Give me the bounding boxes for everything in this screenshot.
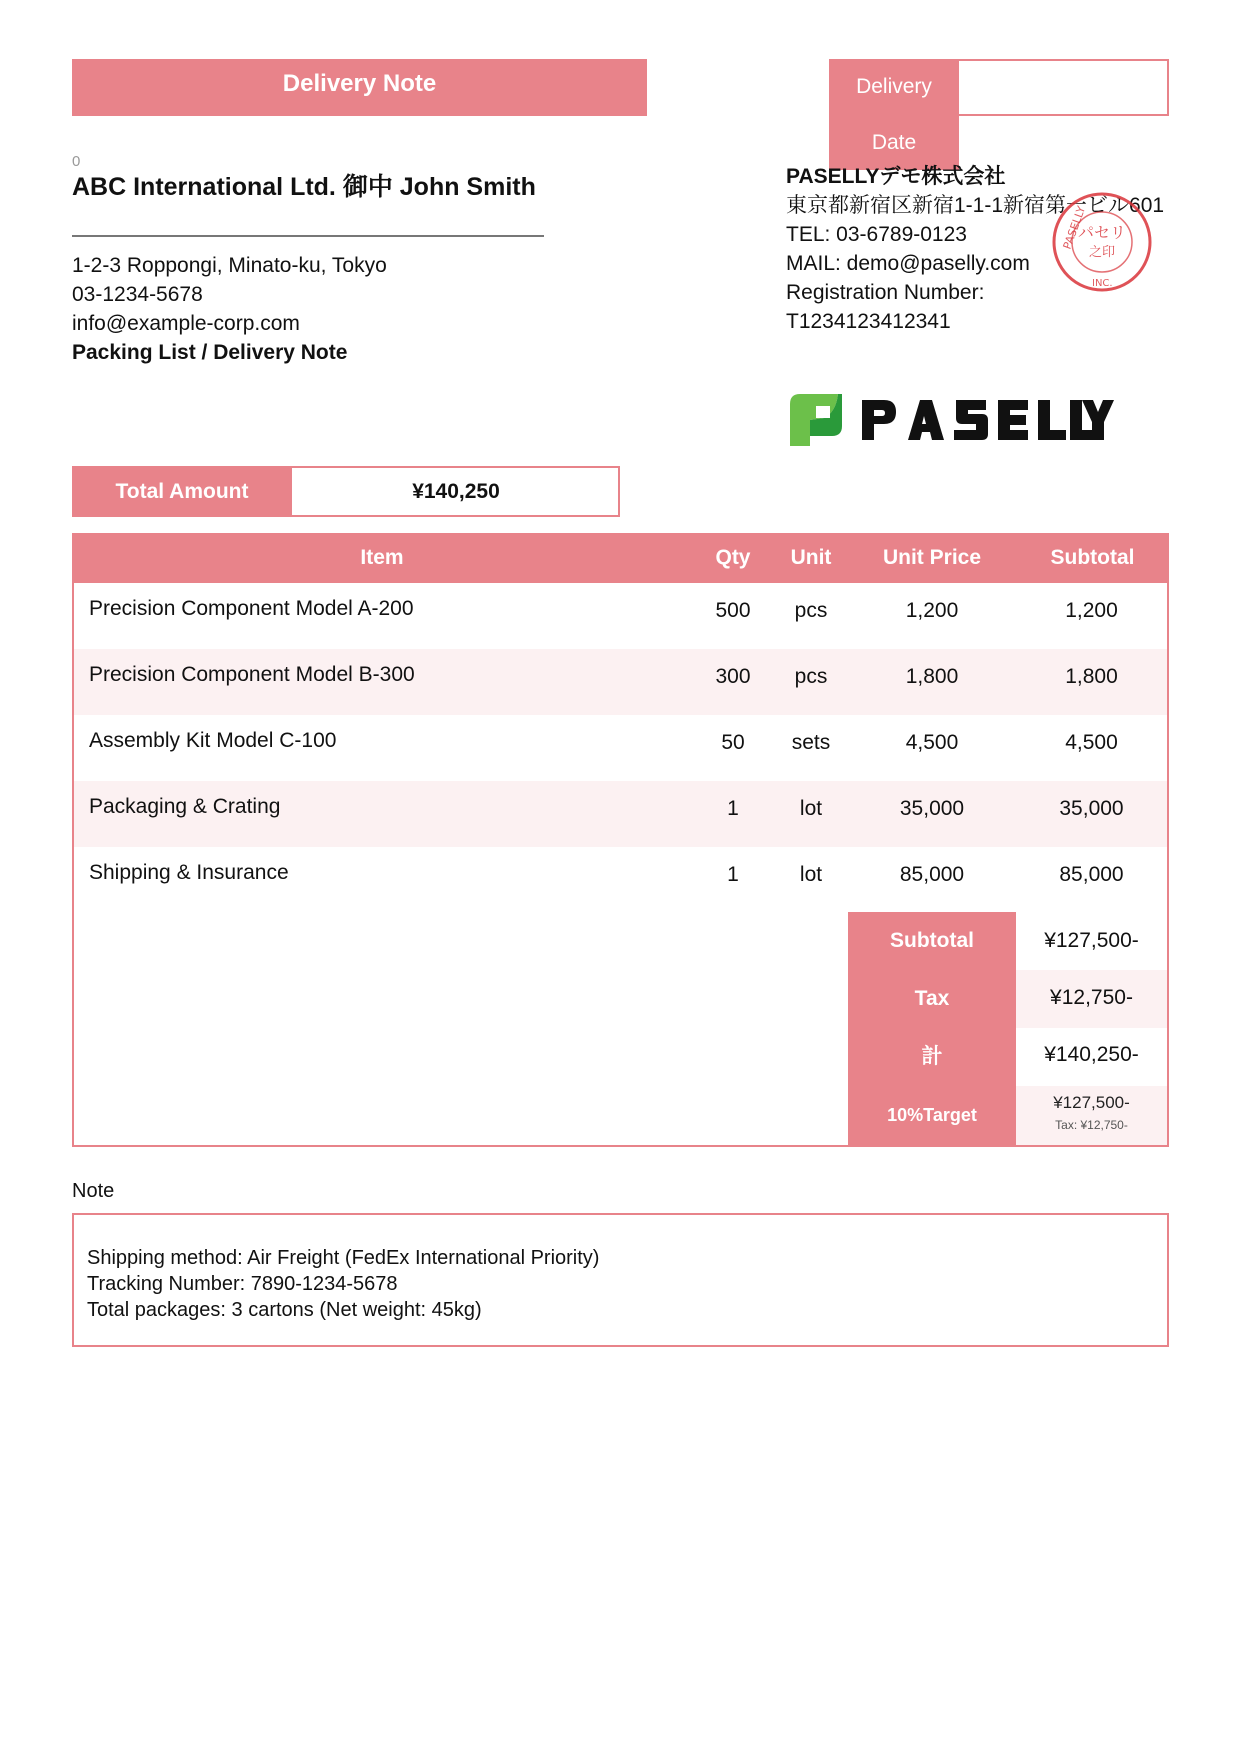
row-qty: 500	[715, 599, 751, 622]
row-unit: lot	[799, 863, 823, 886]
row-unit: pcs	[794, 665, 828, 688]
note-line: Shipping method: Air Freight (FedEx International Priority)	[87, 1247, 600, 1269]
summary-tax-value: ¥12,750-	[1016, 970, 1167, 1028]
document-title: Delivery Note	[72, 59, 647, 116]
row-unit: lot	[799, 797, 823, 820]
row-subtotal: 85,000	[1059, 863, 1124, 886]
row-qty: 300	[715, 665, 751, 688]
note-label: Note	[72, 1180, 115, 1202]
note-line: Tracking Number: 7890-1234-5678	[87, 1273, 398, 1295]
row-qty: 1	[727, 797, 739, 820]
summary-target-box	[1016, 1086, 1167, 1145]
row-subtotal: 35,000	[1059, 797, 1124, 820]
svg-text:INC.: INC.	[1092, 278, 1113, 289]
recipient-code: 0	[72, 153, 81, 170]
row-item: Shipping & Insurance	[89, 861, 289, 884]
recipient-info	[72, 251, 387, 367]
row-item: Assembly Kit Model C-100	[89, 729, 337, 752]
table-row	[74, 715, 1167, 781]
svg-text:パセリ: パセリ	[1077, 223, 1127, 242]
note-line: Total packages: 3 cartons (Net weight: 45kg)	[87, 1299, 482, 1321]
summary-total-value: ¥140,250-	[1044, 1043, 1139, 1066]
table-row	[74, 583, 1167, 649]
row-unit-price: 85,000	[899, 863, 965, 886]
delivery-date-label-line1: Delivery	[856, 75, 932, 98]
summary-total-label: 計	[921, 1045, 943, 1068]
recipient-name: ABC International Ltd. 御中 John Smith	[72, 173, 536, 201]
delivery-date-label-line2: Date	[871, 131, 917, 154]
row-item: Packaging & Crating	[89, 795, 281, 818]
row-unit: pcs	[794, 599, 828, 622]
table-row	[74, 781, 1167, 847]
document-type: Packing List / Delivery Note	[72, 341, 348, 364]
summary-target-value: ¥127,500-	[1053, 1093, 1130, 1112]
summary-tax-label: Tax	[914, 987, 950, 1010]
row-unit-price: 1,200	[905, 599, 959, 622]
row-subtotal: 1,800	[1065, 665, 1118, 688]
total-amount-label: Total Amount	[72, 466, 292, 517]
table-row	[74, 847, 1167, 913]
summary-target-label: 10%Target	[887, 1105, 977, 1125]
row-item: Precision Component Model B-300	[89, 663, 415, 686]
svg-text:之印: 之印	[1088, 245, 1116, 260]
summary-subtotal-value: ¥127,500-	[1044, 929, 1139, 952]
total-amount-value: ¥140,250	[412, 480, 500, 503]
svg-text:PASELLY: PASELLY	[1060, 204, 1089, 252]
header-unit-price: Unit Price	[882, 546, 982, 569]
paselly-logo	[786, 390, 1116, 450]
recipient-address: 1-2-3 Roppongi, Minato-ku, Tokyo	[72, 254, 387, 277]
summary-subtotal-label: Subtotal	[890, 929, 974, 952]
issuer-mail: MAIL: demo@paselly.com	[786, 252, 1030, 275]
issuer-tel: TEL: 03-6789-0123	[786, 223, 967, 246]
row-unit: sets	[791, 731, 831, 754]
note-box	[72, 1213, 1169, 1347]
header-subtotal: Subtotal	[1050, 546, 1135, 569]
header-item: Item	[360, 546, 404, 569]
row-item: Precision Component Model A-200	[89, 597, 414, 620]
row-unit-price: 4,500	[905, 731, 959, 754]
issuer-registration-label: Registration Number:	[786, 281, 985, 304]
row-qty: 50	[721, 731, 745, 754]
row-qty: 1	[727, 863, 739, 886]
issuer-company: PASELLYデモ株式会社	[786, 165, 1006, 188]
items-table-header	[72, 533, 1169, 583]
header-unit: Unit	[790, 546, 832, 569]
issuer-registration-number: T1234123412341	[786, 310, 951, 333]
row-unit-price: 35,000	[899, 797, 965, 820]
header-qty: Qty	[715, 546, 751, 569]
table-row	[74, 649, 1167, 715]
row-subtotal: 1,200	[1065, 599, 1118, 622]
delivery-date-label	[829, 59, 959, 170]
row-unit-price: 1,800	[905, 665, 959, 688]
recipient-email: info@example-corp.com	[72, 312, 300, 335]
issuer-address: 東京都新宿区新宿1-1-1新宿第一ビル601	[786, 194, 1165, 217]
recipient-divider	[72, 235, 544, 237]
summary-target-tax: Tax: ¥12,750-	[1055, 1118, 1128, 1132]
company-seal-stamp	[1050, 190, 1154, 294]
row-subtotal: 4,500	[1065, 731, 1118, 754]
recipient-phone: 03-1234-5678	[72, 283, 203, 306]
